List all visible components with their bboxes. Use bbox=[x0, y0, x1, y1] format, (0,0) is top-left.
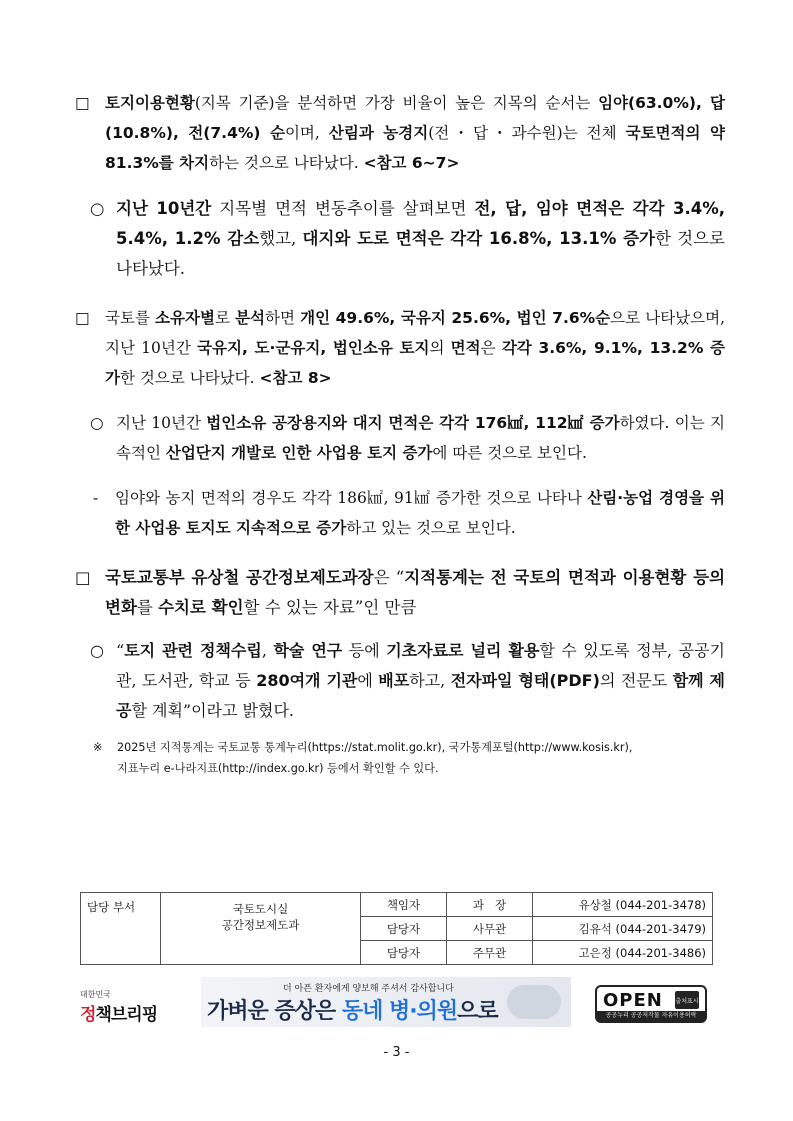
page-number: - 3 - bbox=[383, 1045, 410, 1060]
policy-briefing-logo: 대한민국 정책브리핑 bbox=[80, 990, 158, 1025]
attribution-person-icon: 출처표시 bbox=[675, 991, 699, 1009]
contact-title: 주무관 bbox=[447, 941, 533, 965]
dept-label: 담당 부서 bbox=[81, 893, 161, 965]
contact-title: 과 장 bbox=[447, 893, 533, 917]
contact-role: 책임자 bbox=[361, 893, 447, 917]
note-mark: ※ bbox=[93, 741, 103, 754]
kogl-open-license-logo: OPEN 출처표시 공공누리 공공저작물 자유이용허락 bbox=[595, 985, 707, 1023]
circle-bullet: ○ bbox=[90, 199, 105, 218]
note-line-1: 2025년 지적통계는 국토교통 통계누리(https://stat.molit.go.kr), 국가통계포털(http://www.kosis.kr), bbox=[117, 741, 633, 754]
paragraph-text: 지난 10년간 지목별 면적 변동추이를 살펴보면 전, 답, 임야 면적은 각각 3.4%, 5.4%, 1.2% 감소했고, 대지와 도로 면적은 각각 16.8%, 13.1% 증가한 것으로 나타났다. bbox=[116, 199, 725, 278]
contact-role: 담당자 bbox=[361, 917, 447, 941]
paragraph-director-quote bbox=[75, 563, 725, 623]
paragraph-area-trend bbox=[90, 194, 725, 284]
footer bbox=[75, 975, 715, 1027]
dept-name: 국토도시실 공간정보제도과 bbox=[161, 893, 361, 965]
square-bullet: □ bbox=[75, 309, 90, 327]
square-bullet: □ bbox=[75, 568, 91, 587]
paragraph-text: “토지 관련 정책수립, 학술 연구 등에 기초자료로 널리 활용할 수 있도록 정부, 공공기관, 도서관, 학교 등 280여개 기관에 배포하고, 전자파일 형태(PDF)의 전문도 함께 제공할 계획”이라고 밝혔다. bbox=[116, 641, 726, 720]
campaign-banner[interactable]: 더 아픈 환자에게 양보해 주셔서 감사합니다 가벼운 증상은 동네 병·의원으로 bbox=[201, 977, 571, 1027]
dash-bullet: - bbox=[93, 489, 99, 507]
paragraph-text: 토지이용현황(지목 기준)을 분석하면 가장 비율이 높은 지목의 순서는 임야(63.0%), 답(10.8%), 전(7.4%) 순이며, 산림과 농경지(전・답・과수원)는 전체 국토면적의 약 81.3%를 차지하는 것으로 나타났다. <참고 6~7> bbox=[105, 94, 725, 172]
paragraph-text: 지난 10년간 법인소유 공장용지와 대지 면적은 각각 176㎢, 112㎢ 증가하였다. 이는 지속적인 산업단지 개발로 인한 사업용 토지 증가에 따른 것으로 보인다. bbox=[116, 414, 725, 462]
contact-person: 김유석 (044-201-3479) bbox=[533, 917, 713, 941]
paragraph-text: 국토교통부 유상철 공간정보제도과장은 “지적통계는 전 국토의 면적과 이용현황 등의 변화를 수치로 확인할 수 있는 자료”인 만큼 bbox=[105, 568, 726, 617]
paragraph-corporate-land bbox=[90, 408, 725, 468]
paragraph-forest-farmland bbox=[93, 483, 725, 543]
contact-table bbox=[80, 892, 713, 965]
contact-role: 담당자 bbox=[361, 941, 447, 965]
circle-bullet: ○ bbox=[90, 414, 104, 432]
contact-title: 사무관 bbox=[447, 917, 533, 941]
note-line-2: 지표누리 e-나라지표(http://index.go.kr) 등에서 확인할 수 있다. bbox=[117, 762, 439, 775]
contact-person: 유상철 (044-201-3478) bbox=[533, 893, 713, 917]
circle-bullet: ○ bbox=[90, 641, 104, 660]
paragraph-text: 임야와 농지 면적의 경우도 각각 186㎢, 91㎢ 증가한 것으로 나타나 산림·농업 경영을 위한 사업용 토지도 지속적으로 증가하고 있는 것으로 보인다. bbox=[115, 489, 725, 537]
table-row bbox=[81, 893, 713, 917]
reference-note bbox=[93, 737, 733, 779]
paragraph-distribution-plan bbox=[90, 636, 725, 726]
paragraph-land-use bbox=[75, 88, 725, 178]
hospital-illustration-icon bbox=[507, 985, 561, 1019]
paragraph-text: 국토를 소유자별로 분석하면 개인 49.6%, 국유지 25.6%, 법인 7.6%순으로 나타났으며, 지난 10년간 국유지, 도·군유지, 법인소유 토지의 면적은 각각 3.6%, 9.1%, 13.2% 증가한 것으로 나타났다. <참고 8> bbox=[105, 309, 726, 387]
paragraph-ownership bbox=[75, 303, 725, 393]
square-bullet: □ bbox=[75, 94, 90, 112]
contact-person: 고은정 (044-201-3486) bbox=[533, 941, 713, 965]
